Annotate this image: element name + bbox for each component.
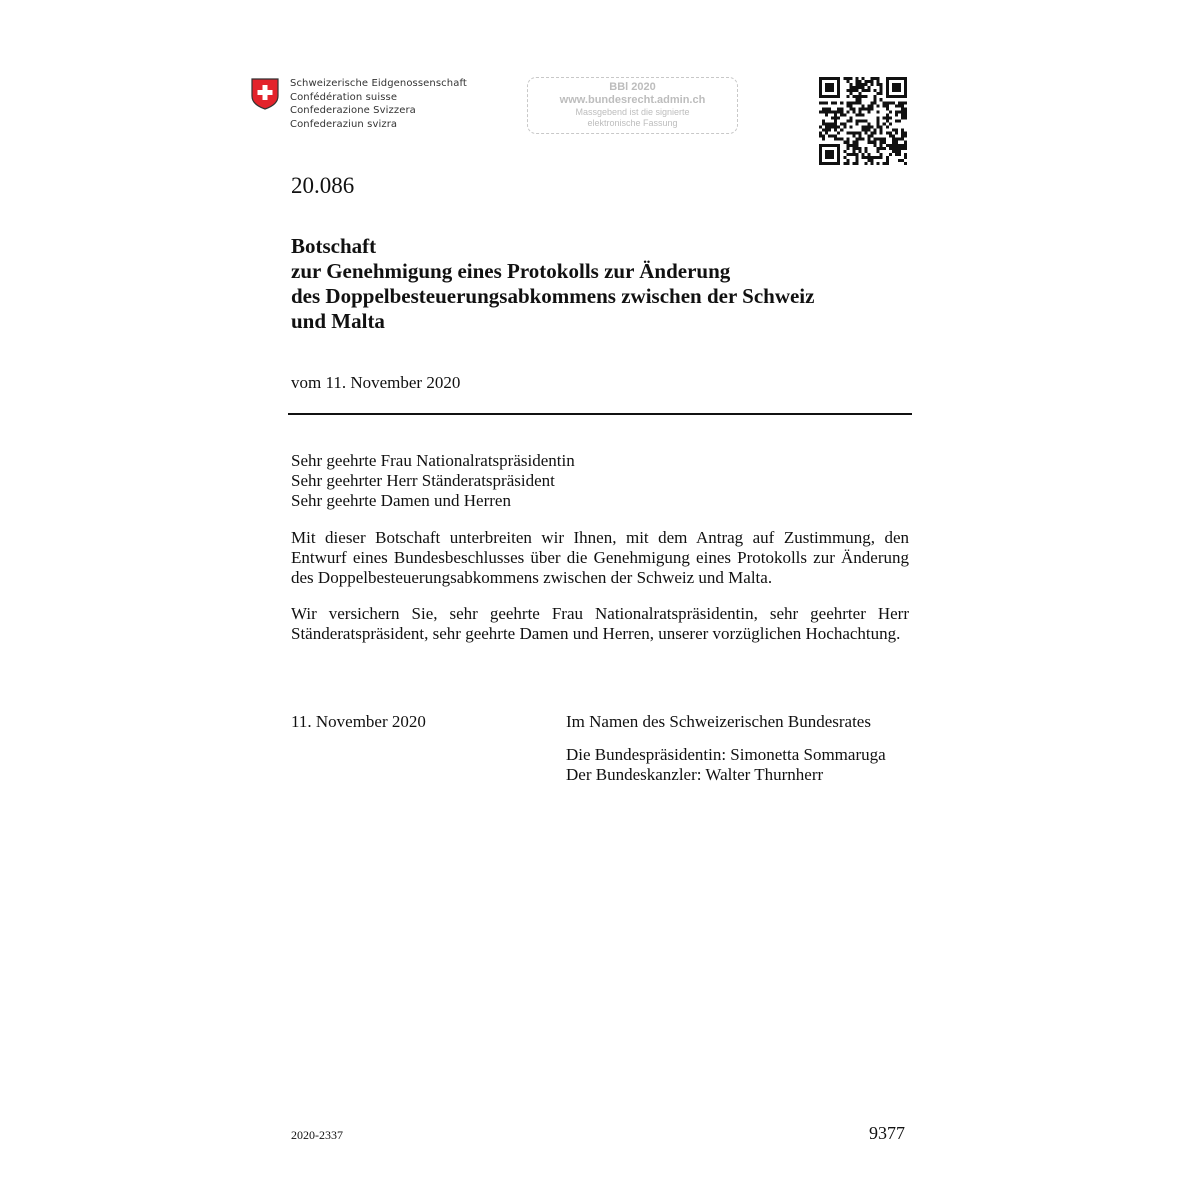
signatory-president: Die Bundespräsidentin: Simonetta Sommaruga (566, 745, 886, 764)
confederation-line-fr: Confédération suisse (290, 91, 398, 103)
stamp-line-1: BBl 2020 (609, 81, 656, 93)
document-date: vom 11. November 2020 (291, 373, 461, 392)
page-number: 9377 (869, 1123, 905, 1143)
footer-reference: 2020-2337 (291, 1128, 343, 1142)
salutation-line: Sehr geehrter Herr Ständeratspräsident (291, 471, 555, 490)
salutation-line: Sehr geehrte Frau Nationalratspräsidentin (291, 451, 575, 470)
swiss-cross-shield-icon (251, 78, 279, 110)
signature-date: 11. November 2020 (291, 712, 426, 731)
signatories (566, 745, 886, 785)
qr-code-icon (819, 77, 907, 165)
signature-intro: Im Namen des Schweizerischen Bundesrates (566, 712, 871, 731)
stamp-line-4: elektronische Fassung (587, 118, 678, 128)
title-line: und Malta (291, 309, 385, 333)
bbl-stamp (527, 77, 738, 134)
confederation-line-it: Confederazione Svizzera (290, 105, 416, 117)
salutation-line: Sehr geehrte Damen und Herren (291, 491, 511, 510)
paragraph-submission: Mit dieser Botschaft unterbreiten wir Ihnen, mit dem Antrag auf Zustimmung, den Entwurf eines Bundesbeschlusses über die Genehmigung eines Protokolls zur Änderung des Doppelbesteuerungsabkommens zwischen der Schweiz und Malta. (291, 528, 909, 587)
title-line: Botschaft (291, 234, 377, 258)
document-title (291, 234, 814, 334)
paragraph-closing: Wir versichern Sie, sehr geehrte Frau Nationalratspräsidentin, sehr geehrter Herr Ständeratspräsident, sehr geehrte Damen und Herren, unserer vorzüglichen Hochachtung. (291, 604, 909, 643)
confederation-line-rm: Confederaziun svizra (290, 118, 398, 130)
salutation (291, 451, 575, 511)
title-line: zur Genehmigung eines Protokolls zur Änderung (291, 259, 731, 283)
stamp-line-2: www.bundesrecht.admin.ch (559, 94, 706, 106)
confederation-line-de: Schweizerische Eidgenossenschaft (290, 78, 467, 89)
signatory-chancellor: Der Bundeskanzler: Walter Thurnherr (566, 765, 824, 784)
stamp-line-3: Massgebend ist die signierte (575, 107, 690, 117)
confederation-names (290, 77, 467, 131)
document-number: 20.086 (291, 173, 355, 198)
title-divider (288, 413, 912, 415)
title-line: des Doppelbesteuerungsabkommens zwischen der Schweiz (291, 284, 815, 308)
